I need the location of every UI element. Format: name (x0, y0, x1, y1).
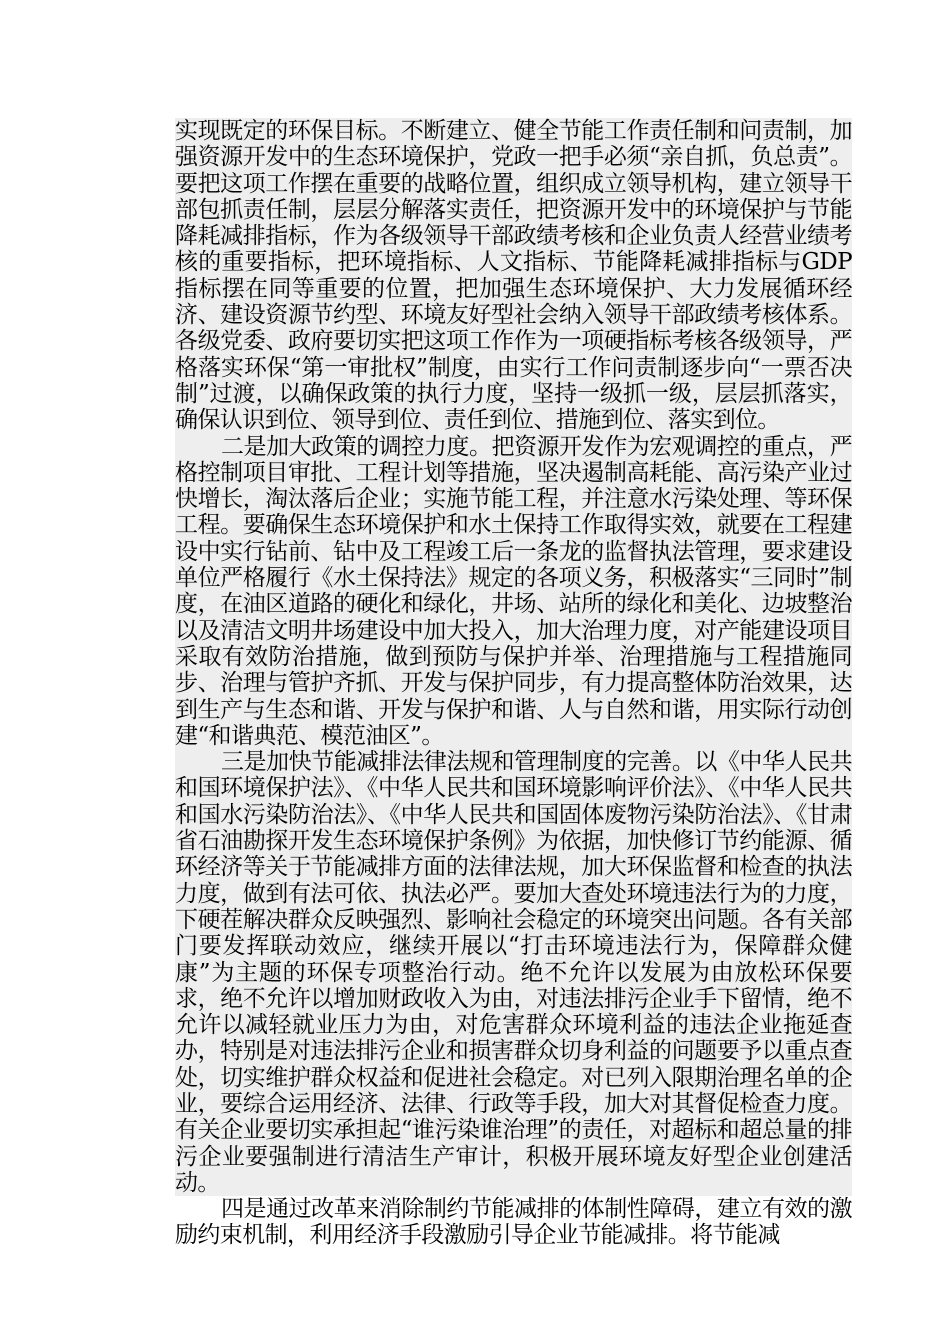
paragraph-3: 三是加快节能减排法律法规和管理制度的完善。以《中华人民共和国环境保护法》、《中华人民共和国环境影响评价法》、《中华人民共和国水污染防治法》、《中华人民共和国固体废物污染防治法》、《甘肃省石油勘探开发生态环境保护条例》为依据，加快修订节约能源、循环经济等关于节能减排方面的法律法规，加大环保监督和检查的执法力度，做到有法可依、执法必严。要加大查处环境违法行为的力度，下硬茬解决群众反映强烈、影响社会稳定的环境突出问题。各有关部门要发挥联动效应，继续开展以“打击环境违法行为，保障群众健康”为主题的环保专项整治行动。绝不允许以发展为由放松环保要求，绝不允许以增加财政收入为由，对违法排污企业手下留情，绝不允许以减轻就业压力为由，对危害群众环境利益的违法企业拖延查办，特别是对违法排污企业和损害群众切身利益的问题要予以重点查处，切实维护群众权益和促进社会稳定。对已列入限期治理名单的企业，要综合运用经济、法律、行政等手段，加大对其督促检查力度。有关企业要切实承担起“谁污染谁治理”的责任，对超标和超总量的排污企业要强制进行清洁生产审计，积极开展环境友好型企业创建活动。 (175, 749, 852, 1196)
document-page (175, 118, 852, 1249)
paragraph-1: 实现既定的环保目标。不断建立、健全节能工作责任制和问责制，加强资源开发中的生态环境保护，党政一把手必须“亲自抓，负总责”。要把这项工作摆在重要的战略位置，组织成立领导机构，建立领导干部包抓责任制，层层分解落实责任，把资源开发中的环境保护与节能降耗减排指标，作为各级领导干部政绩考核和企业负责人经营业绩考核的重要指标，把环境指标、人文指标、节能降耗减排指标与GDP指标摆在同等重要的位置，把加强生态环境保护、大力发展循环经济、建设资源节约型、环境友好型社会纳入领导干部政绩考核体系。各级党委、政府要切实把这项工作作为一项硬指标考核各级领导，严格落实环保“第一审批权”制度，由实行工作问责制逐步向“一票否决制”过渡，以确保政策的执行力度，坚持一级抓一级，层层抓落实，确保认识到位、领导到位、责任到位、措施到位、落实到位。 (175, 118, 852, 434)
paragraph-2: 二是加大政策的调控力度。把资源开发作为宏观调控的重点，严格控制项目审批、工程计划等措施，坚决遏制高耗能、高污染产业过快增长，淘汰落后企业；实施节能工程，并注意水污染处理、等环保工程。要确保生态环境保护和水土保持工作取得实效，就要在工程建设中实行钻前、钻中及工程竣工后一条龙的监督执法管理，要求建设单位严格履行《水土保持法》规定的各项义务，积极落实“三同时”制度，在油区道路的硬化和绿化，井场、站所的绿化和美化、边坡整治以及清洁文明井场建设中加大投入，加大治理力度，对产能建设项目采取有效防治措施，做到预防与保护并举、治理措施与工程措施同步、治理与管护齐抓、开发与保护同步，有力提高整体防治效果，达到生产与生态和谐、开发与保护和谐、人与自然和谐，用实际行动创建“和谐典范、模范油区”。 (175, 433, 852, 749)
paragraph-4: 四是通过改革来消除制约节能减排的体制性障碍，建立有效的激励约束机制，利用经济手段激励引导企业节能减排。将节能减 (175, 1196, 852, 1249)
